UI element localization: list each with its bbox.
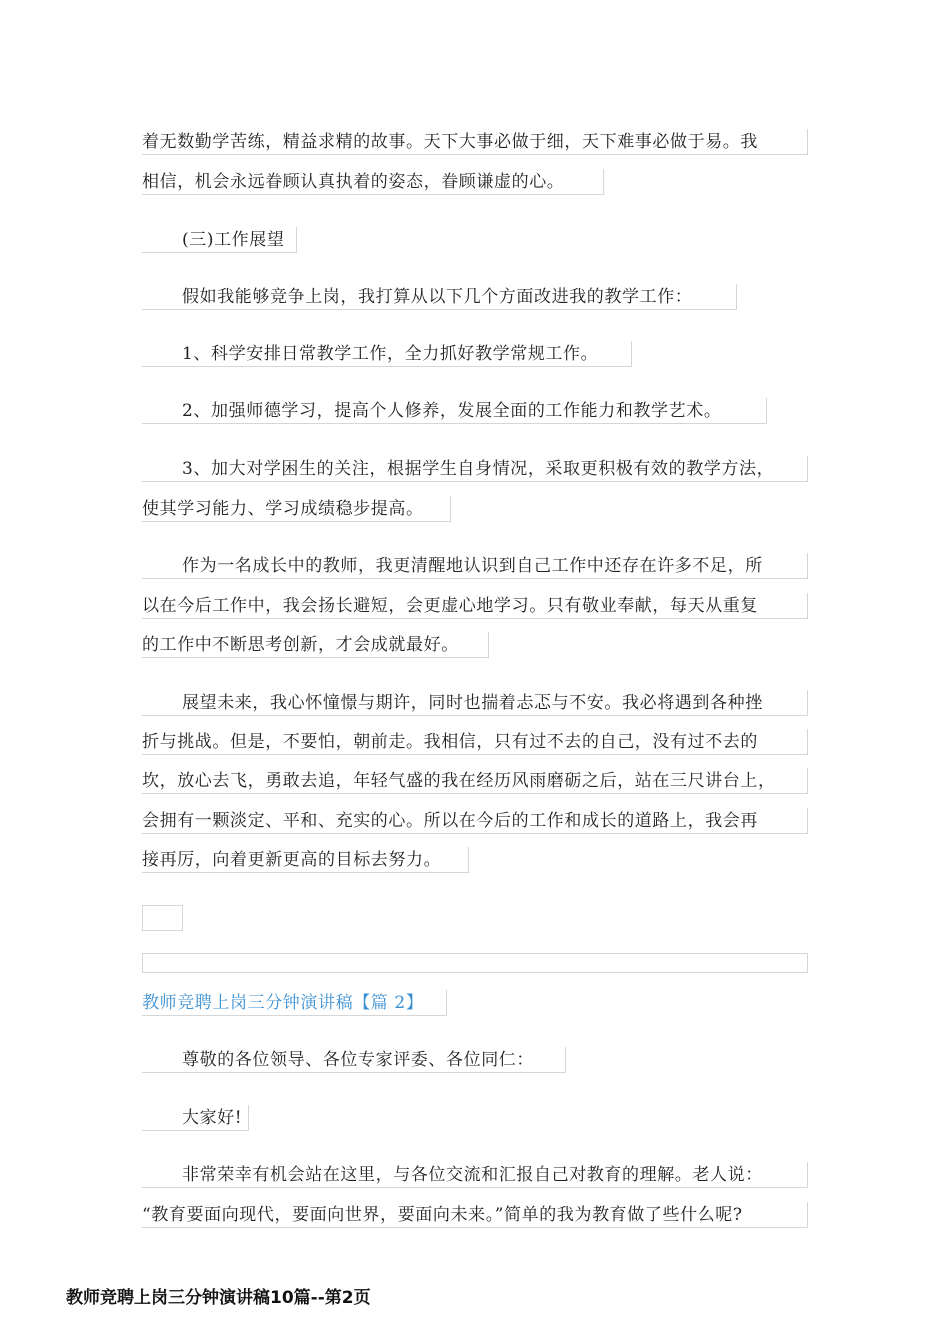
list-item: 3、加大对学困生的关注，根据学生自身情况，采取更积极有效的教学方法， — [142, 456, 808, 482]
text-line: 使其学习能力、学习成绩稳步提高。 — [142, 496, 451, 522]
section-divider — [142, 953, 808, 973]
text-line: 作为一名成长中的教师，我更清醒地认识到自己工作中还存在许多不足，所 — [142, 553, 808, 579]
text-line: 折与挑战。但是，不要怕，朝前走。我相信，只有过不去的自己，没有过不去的 — [142, 729, 808, 755]
greeting-line: 尊敬的各位领导、各位专家评委、各位同仁： — [142, 1047, 566, 1073]
text-line: 展望未来，我心怀憧憬与期许，同时也揣着忐忑与不安。我必将遇到各种挫 — [142, 690, 808, 716]
page-footer: 教师竞聘上岗三分钟演讲稿10篇--第2页 — [66, 1288, 371, 1308]
text-line: 假如我能够竞争上岗，我打算从以下几个方面改进我的教学工作： — [142, 284, 737, 310]
section-subheading: (三)工作展望 — [142, 227, 297, 253]
text-line: 着无数勤学苦练，精益求精的故事。天下大事必做于细，天下难事必做于易。我 — [142, 129, 808, 155]
text-line: 坎，放心去飞，勇敢去追，年轻气盛的我在经历风雨磨砺之后，站在三尺讲台上， — [142, 768, 808, 794]
hello-line: 大家好! — [142, 1105, 249, 1131]
text-line: 非常荣幸有机会站在这里，与各位交流和汇报自己对教育的理解。老人说： — [142, 1162, 808, 1188]
text-line: “教育要面向现代，要面向世界，要面向未来。”简单的我为教育做了些什么呢? — [142, 1202, 808, 1228]
text-line: 相信，机会永远眷顾认真执着的姿态，眷顾谦虚的心。 — [142, 169, 604, 195]
list-item: 1、科学安排日常教学工作，全力抓好教学常规工作。 — [142, 341, 632, 367]
list-item: 2、加强师德学习，提高个人修养，发展全面的工作能力和教学艺术。 — [142, 398, 767, 424]
text-line: 以在今后工作中，我会扬长避短，会更虚心地学习。只有敬业奉献，每天从重复 — [142, 593, 808, 619]
text-line: 的工作中不断思考创新，才会成就最好。 — [142, 632, 489, 658]
section-heading: 教师竞聘上岗三分钟演讲稿【篇 2】 — [142, 990, 447, 1016]
empty-box — [142, 905, 183, 931]
text-line: 会拥有一颗淡定、平和、充实的心。所以在今后的工作和成长的道路上，我会再 — [142, 808, 808, 834]
text-line: 接再厉，向着更新更高的目标去努力。 — [142, 847, 469, 873]
